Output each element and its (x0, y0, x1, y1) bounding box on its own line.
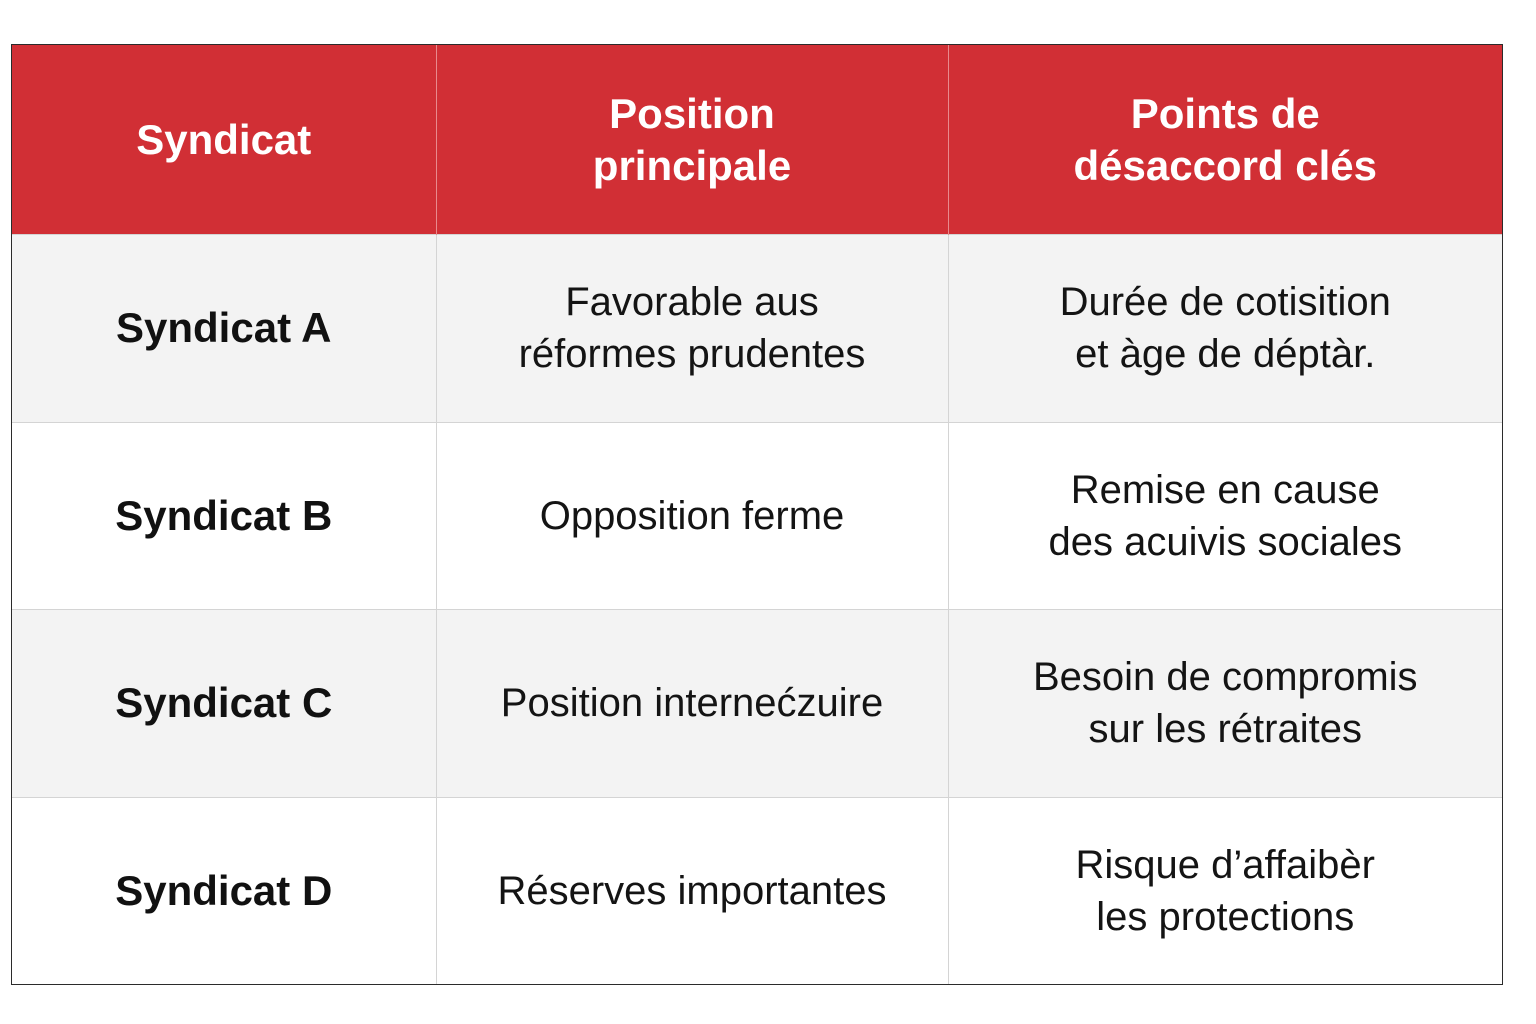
header-desaccord-line-1: Points de (1130, 89, 1320, 137)
header-desaccord (948, 45, 1502, 235)
cell-syndicat: Syndicat B (12, 422, 436, 610)
cell-desaccord (948, 610, 1502, 798)
cell-position (436, 610, 948, 798)
cell-desaccord (948, 422, 1502, 610)
header-row (12, 45, 1502, 235)
cell-desaccord-line: des acuivis sociales (1048, 519, 1402, 564)
cell-position (436, 422, 948, 610)
header-position (436, 45, 948, 235)
cell-position (436, 797, 948, 984)
table-row (12, 422, 1502, 610)
header-desaccord-line-2: désaccord clés (1073, 141, 1377, 189)
cell-desaccord-line: Besoin de compromis (1032, 655, 1418, 700)
cell-desaccord-line: Durée de cotisition (1059, 280, 1391, 325)
cell-desaccord-line: et àge de déptàr. (1075, 332, 1376, 377)
cell-position-line: Opposition ferme (539, 493, 845, 538)
cell-position-line: Favorable aus (565, 280, 819, 325)
cell-desaccord (948, 797, 1502, 984)
comparison-table-frame (11, 44, 1503, 985)
cell-desaccord-line: Remise en cause (1070, 467, 1380, 512)
header-syndicat-line: Syndicat (136, 115, 312, 163)
comparison-table (12, 45, 1502, 984)
cell-desaccord-line: sur les rétraites (1088, 707, 1362, 752)
table-row (12, 797, 1502, 984)
header-position-line-2: principale (592, 141, 792, 189)
table-row (12, 610, 1502, 798)
header-syndicat (12, 45, 436, 235)
header-position-line-1: Position (609, 89, 775, 137)
cell-desaccord-line: les protections (1096, 894, 1355, 939)
cell-desaccord (948, 235, 1502, 423)
cell-position (436, 235, 948, 423)
cell-syndicat: Syndicat C (12, 610, 436, 798)
cell-position-line: Position internećzuire (500, 681, 884, 726)
table-row (12, 235, 1502, 423)
cell-syndicat: Syndicat D (12, 797, 436, 984)
cell-syndicat: Syndicat A (12, 235, 436, 423)
cell-position-line: réformes prudentes (518, 332, 866, 377)
cell-desaccord-line: Risque d’affaibèr (1075, 842, 1375, 887)
cell-position-line: Réserves importantes (497, 868, 887, 913)
